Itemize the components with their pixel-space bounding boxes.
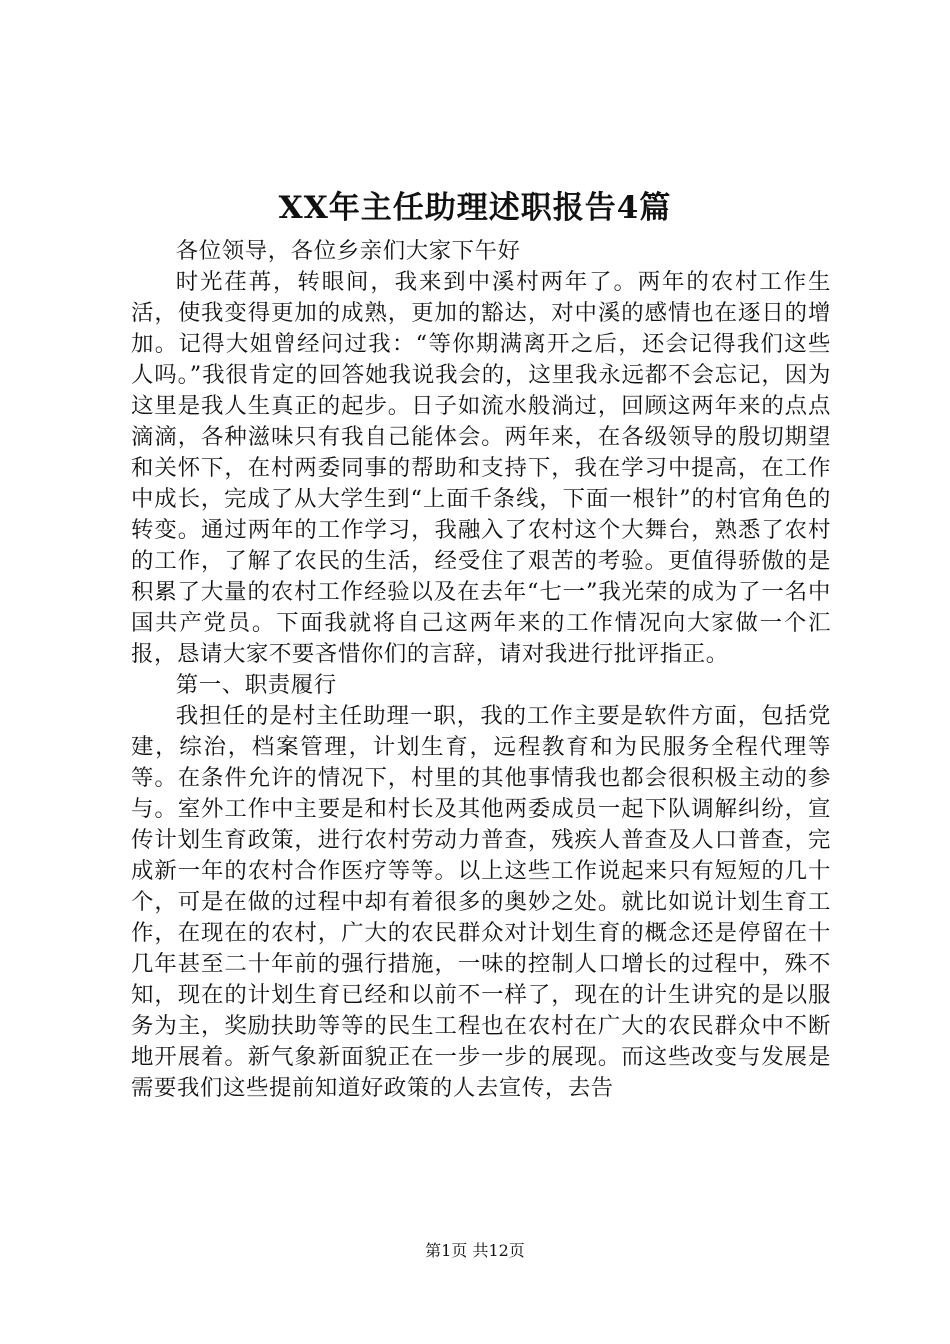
document-body xyxy=(131,236,831,1104)
page-footer: 第1页 共12页 xyxy=(425,1241,525,1260)
section-heading-duties: 第一、职责履行 xyxy=(175,672,337,698)
paragraph-intro: 时光荏苒，转眼间，我来到中溪村两年了。两年的农村工作生活，使我变得更加的成熟，更加的豁达，对中溪的感情也在逐日的增加。记得大姐曾经问过我：“等你期满离开之后，还会记得我们这些人吗。”我很肯定的回答她我说我会的，这里我永远都不会忘记，因为这里是我人生真正的起步。日子如流水般淌过，回顾这两年来的点点滴滴，各种滋味只有我自己能体会。两年来，在各级领导的殷切期望和关怀下，在村两委同事的帮助和支持下，我在学习中提高，在工作中成长，完成了从大学生到“上面千条线，下面一根针”的村官角色的转变。通过两年的工作学习，我融入了农村这个大舞台，熟悉了农村的工作，了解了农民的生活，经受住了艰苦的考验。更值得骄傲的是积累了大量的农村工作经验以及在去年“七一”我光荣的成为了一名中国共产党员。下面我就将自己这两年来的工作情况向大家做一个汇报，恳请大家不要吝惜你们的言辞，请对我进行批评指正。 xyxy=(131,269,831,667)
paragraph-duties: 我担任的是村主任助理一职，我的工作主要是软件方面，包括党建，综治，档案管理，计划生育，远程教育和为民服务全程代理等等。在条件允许的情况下，村里的其他事情我也都会很积极主动的参与。室外工作中主要是和村长及其他两委成员一起下队调解纠纷，宣传计划生育政策，进行农村劳动力普查，残疾人普查及人口普查，完成新一年的农村合作医疗等等。以上这些工作说起来只有短短的几十个，可是在做的过程中却有着很多的奥妙之处。就比如说计划生育工作，在现在的农村，广大的农民群众对计划生育的概念还是停留在十几年甚至二十年前的强行措施，一味的控制人口增长的过程中，殊不知，现在的计划生育已经和以前不一样了，现在的计生讲究的是以服务为主，奖励扶助等等的民生工程也在农村在广大的农民群众中不断地开展着。新气象新面貌正在一步一步的展现。而这些改变与发展是需要我们这些提前知道好政策的人去宣传，去告 xyxy=(131,703,831,1101)
document-title: XX年主任助理述职报告4篇 xyxy=(278,190,672,226)
paragraph-greeting: 各位领导，各位乡亲们大家下午好 xyxy=(175,238,521,264)
